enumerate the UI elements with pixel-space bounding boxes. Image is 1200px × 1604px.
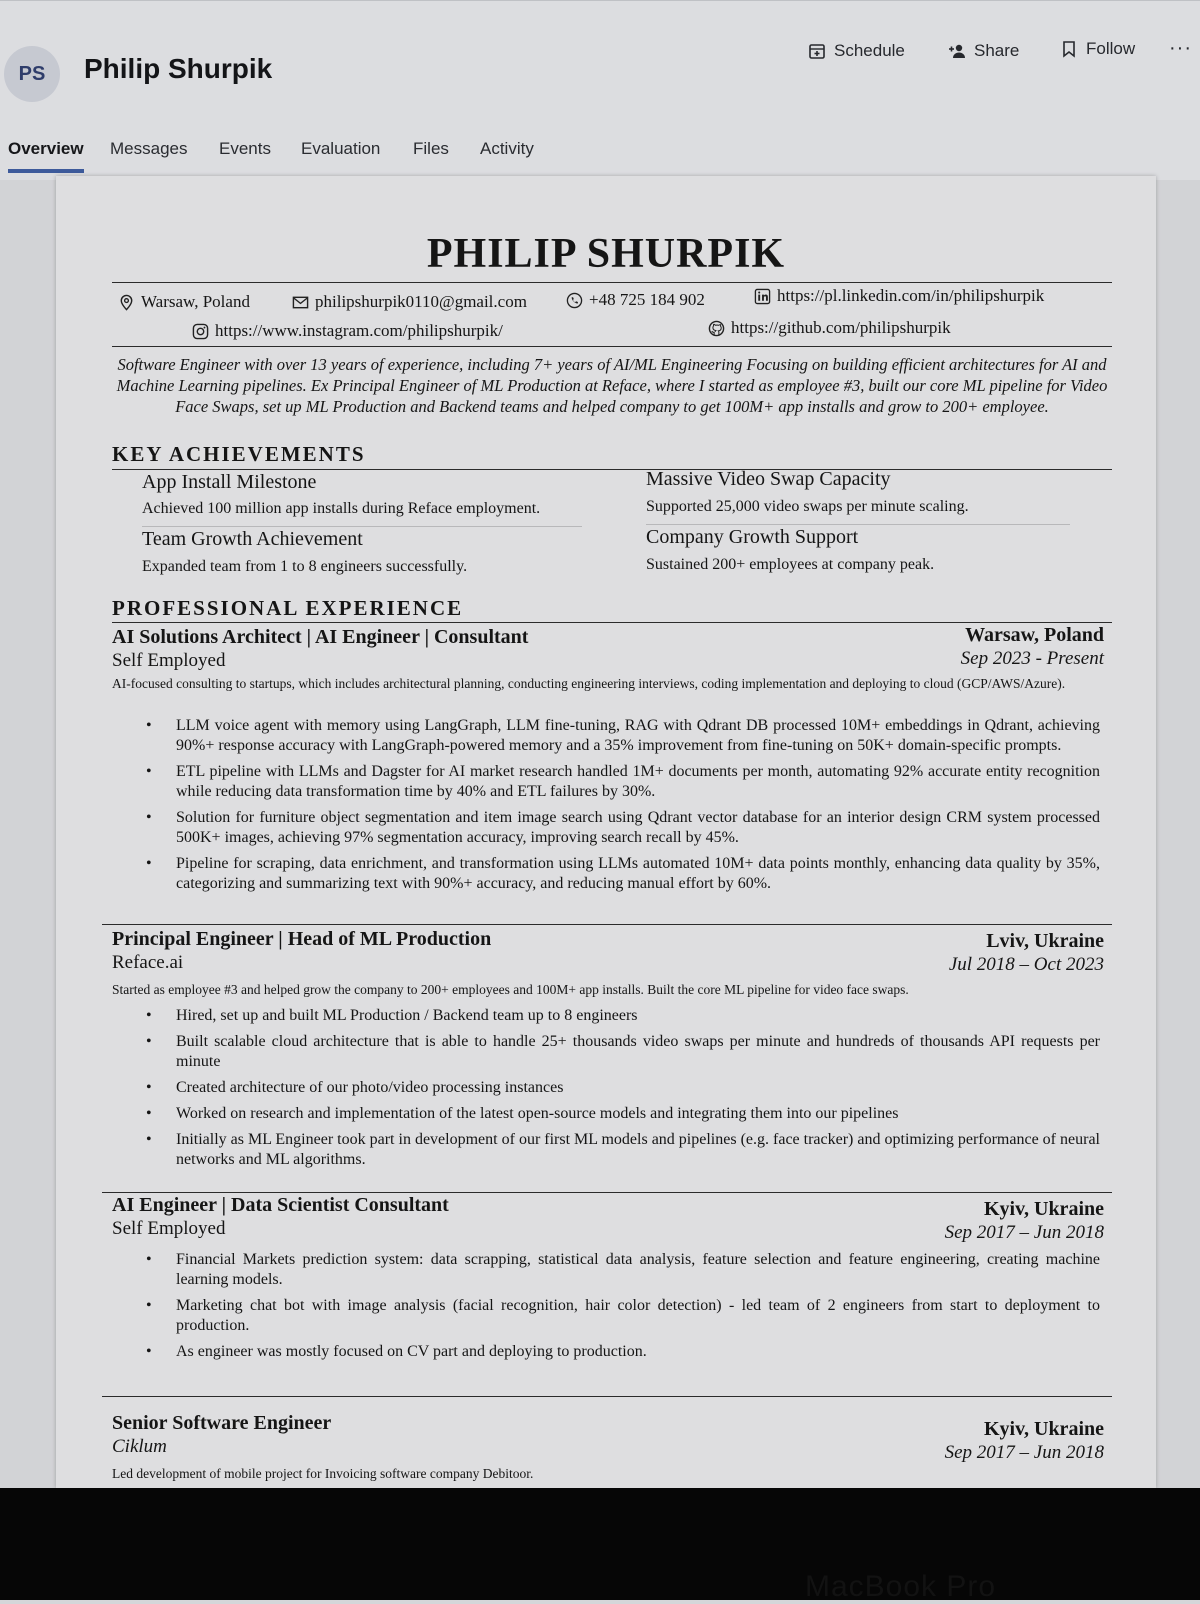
contact-github[interactable] xyxy=(708,318,951,338)
tab-files[interactable]: Files xyxy=(413,139,449,158)
divider xyxy=(102,1192,1112,1193)
job-company: Ciklum xyxy=(112,1436,167,1457)
achievement-title: App Install Milestone xyxy=(142,471,317,493)
contact-instagram[interactable] xyxy=(192,321,503,341)
divider xyxy=(112,282,1112,283)
job-dates: Sep 2017 – Jun 2018 xyxy=(944,1442,1104,1463)
achievement-desc: Supported 25,000 video swaps per minute scaling. xyxy=(646,498,969,515)
resume-summary: Software Engineer with over 13 years of experience, including 7+ years of AI/ML Engineering Focusing on building efficient architectures for AI and Machine Learning pipelines. Ex Principal Engineer of ML Production at Reface, where I started as employee #3, built our core ML pipeline for Video Face Swaps, set up ML Production and Backend teams and helped company to get 100M+ app installs and grow to 200+ employee. xyxy=(116,355,1108,416)
job-bullet: • Marketing chat bot with image analysis (facial recognition, hair color detection) - led team of 2 engineers from start to deployment to production. xyxy=(140,1296,1100,1336)
schedule-button[interactable] xyxy=(808,41,905,61)
tab-evaluation[interactable]: Evaluation xyxy=(301,139,381,158)
contact-linkedin[interactable] xyxy=(754,286,1044,306)
phone-text[interactable]: +48 725 184 902 xyxy=(589,290,705,309)
job-dates: Sep 2023 - Present xyxy=(960,648,1104,669)
location-text: Warsaw, Poland xyxy=(141,292,250,311)
email-text[interactable]: philipshurpik0110@gmail.com xyxy=(315,292,527,311)
resume-page[interactable] xyxy=(56,176,1156,1488)
github-icon xyxy=(708,320,725,337)
job-bullet: • Hired, set up and built ML Production / Backend team up to 8 engineers xyxy=(140,1006,1100,1026)
job-dates: Sep 2017 – Jun 2018 xyxy=(944,1222,1104,1243)
achievement-desc: Sustained 200+ employees at company peak. xyxy=(646,556,935,573)
tab-events[interactable]: Events xyxy=(219,139,271,158)
job-location: Warsaw, Poland xyxy=(965,624,1104,646)
achievement-desc: Achieved 100 million app installs during Reface employment. xyxy=(142,500,541,517)
divider xyxy=(102,1396,1112,1397)
resume-name: PHILIP SHURPIK xyxy=(426,231,786,277)
candidate-name: Philip Shurpik xyxy=(84,53,273,84)
job-bullet-list xyxy=(140,716,1100,900)
job-bullet: • Initially as ML Engineer took part in development of our first ML models and pipelines (e.g. face tracker) and optimizing performance of neural networks and ML algorithms. xyxy=(140,1130,1100,1170)
job-description: Led development of mobile project for Invoicing software company Debitoor. xyxy=(112,1466,534,1481)
location-pin-icon xyxy=(118,294,135,311)
achievement-title: Massive Video Swap Capacity xyxy=(646,468,891,490)
instagram-link[interactable]: https://www.instagram.com/philipshurpik/ xyxy=(215,321,503,340)
job-location: Kyiv, Ukraine xyxy=(983,1418,1104,1440)
section-title-experience: PROFESSIONAL EXPERIENCE xyxy=(112,596,464,620)
tab-bar xyxy=(0,135,1200,182)
job-bullet-list xyxy=(140,1006,1100,1176)
follow-label: Follow xyxy=(1086,39,1136,58)
job-description: AI-focused consulting to startups, which includes architectural planning, conducting engineering interviews, coding implementation and deploying to cloud (GCP/AWS/Azure). xyxy=(112,676,1066,691)
job-company: Reface.ai xyxy=(112,952,184,973)
tab-overview[interactable]: Overview xyxy=(8,139,84,173)
divider xyxy=(646,524,1070,525)
phone-icon xyxy=(566,292,583,309)
person-add-icon xyxy=(948,42,966,60)
divider xyxy=(112,622,1112,623)
job-title: AI Solutions Architect | AI Engineer | Consultant xyxy=(112,626,529,648)
divider xyxy=(102,924,1112,925)
job-description: Started as employee #3 and helped grow the company to 200+ employees and 100M+ app installs. Built the core ML pipeline for video face swaps. xyxy=(112,982,909,997)
job-bullet: • Financial Markets prediction system: data scrapping, statistical data analysis, feature selection and feature engineering, creating machine learning models. xyxy=(140,1250,1100,1290)
job-location: Lviv, Ukraine xyxy=(986,930,1104,952)
linkedin-icon xyxy=(754,288,771,305)
job-bullet: • ETL pipeline with LLMs and Dagster for AI market research handled 1M+ documents per month, automating 92% accurate entity recognition while reducing data transformation time by 40% and ETL failures by 30%. xyxy=(140,762,1100,802)
share-button[interactable] xyxy=(948,41,1019,61)
job-title: Principal Engineer | Head of ML Production xyxy=(112,928,492,950)
instagram-icon xyxy=(192,323,209,340)
job-bullet: • Created architecture of our photo/video processing instances xyxy=(140,1078,1100,1098)
contact-location xyxy=(118,292,250,312)
job-title: Senior Software Engineer xyxy=(112,1412,332,1434)
job-bullet: • LLM voice agent with memory using LangGraph, LLM fine-tuning, RAG with Qdrant DB processed 10M+ embeddings in Qdrant, achieving 90%+ response accuracy with LangGraph-powered memory and a 35% improvement from fine-tuning on 50K+ domain-specific prompts. xyxy=(140,716,1100,756)
candidate-header xyxy=(0,0,1200,181)
job-location: Kyiv, Ukraine xyxy=(983,1198,1104,1220)
achievement-title: Team Growth Achievement xyxy=(142,528,363,550)
share-label: Share xyxy=(974,41,1020,60)
more-options-icon[interactable]: ··· xyxy=(1169,37,1192,59)
divider xyxy=(142,526,582,527)
avatar[interactable]: PS xyxy=(4,46,60,102)
tab-activity[interactable]: Activity xyxy=(480,139,534,158)
schedule-label: Schedule xyxy=(834,41,905,60)
envelope-icon xyxy=(292,294,309,311)
achievement-desc: Expanded team from 1 to 8 engineers successfully. xyxy=(142,558,468,575)
job-company: Self Employed xyxy=(112,650,226,671)
tab-messages[interactable]: Messages xyxy=(110,139,188,158)
job-bullet: • As engineer was mostly focused on CV part and deploying to production. xyxy=(140,1342,1100,1362)
divider xyxy=(112,346,1112,347)
github-link[interactable]: https://github.com/philipshurpik xyxy=(731,318,951,337)
section-title-achievements: KEY ACHIEVEMENTS xyxy=(112,442,366,466)
job-bullet: • Pipeline for scraping, data enrichment, and transformation using LLMs automated 10M+ data points monthly, enhancing data quality by 35%, categorizing and summarizing text with 90%+ accuracy, and reducing manual effort by 60%. xyxy=(140,854,1100,894)
contact-email[interactable] xyxy=(292,292,527,312)
contact-phone[interactable] xyxy=(566,290,705,310)
job-dates: Jul 2018 – Oct 2023 xyxy=(948,954,1104,975)
divider xyxy=(112,469,1112,470)
job-bullet: • Solution for furniture object segmentation and item image search using Qdrant vector database for an interior design CRM system processed 500K+ images, achieving 97% segmentation accuracy, improving search recall by 45%. xyxy=(140,808,1100,848)
job-bullet: • Worked on research and implementation of the latest open-source models and integrating them into our pipelines xyxy=(140,1104,1100,1124)
linkedin-link[interactable]: https://pl.linkedin.com/in/philipshurpik xyxy=(777,286,1045,305)
calendar-plus-icon xyxy=(808,42,826,60)
job-bullet: • Built scalable cloud architecture that is able to handle 25+ thousands video swaps per minute and hundreds of thousands API requests per minute xyxy=(140,1032,1100,1072)
bookmark-icon xyxy=(1060,40,1078,58)
achievement-title: Company Growth Support xyxy=(646,526,859,548)
job-bullet-list xyxy=(140,1250,1100,1368)
job-company: Self Employed xyxy=(112,1218,226,1239)
bezel-label: MacBook Pro xyxy=(805,1570,997,1603)
job-title: AI Engineer | Data Scientist Consultant xyxy=(112,1194,449,1216)
laptop-bezel xyxy=(0,1488,1200,1600)
follow-button[interactable] xyxy=(1060,39,1135,59)
